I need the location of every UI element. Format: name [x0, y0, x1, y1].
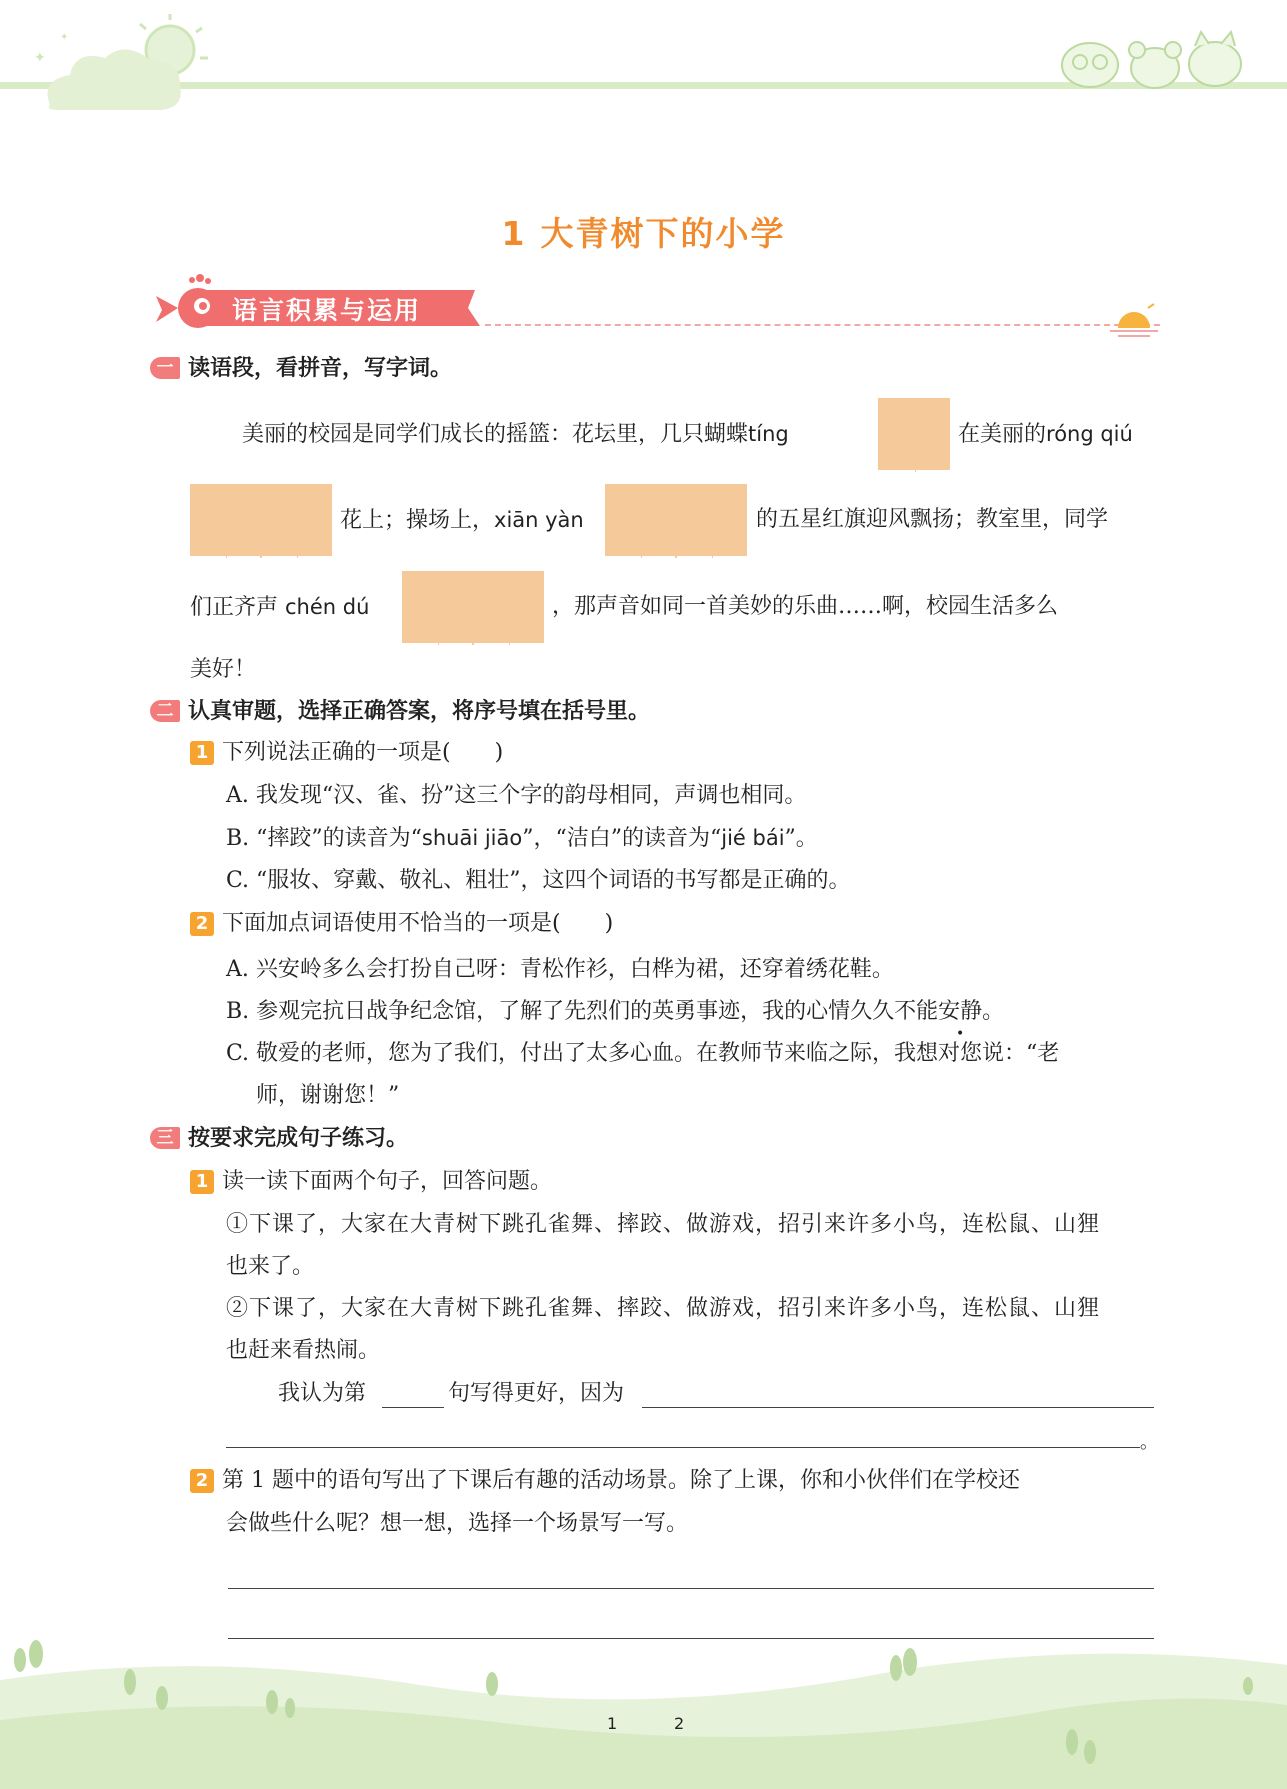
writing-line-2[interactable] [228, 1638, 1154, 1639]
cloud-sun-decoration [20, 10, 220, 120]
q3-sentence-2-cont: 也赶来看热闹。 [226, 1338, 381, 1363]
q1-line2-a-text: 花上；操场上， [340, 508, 495, 533]
q2-sub1-b-c: ”。 [784, 826, 818, 851]
animal-faces-decoration [1055, 20, 1255, 90]
q2-sub1-stem [190, 738, 503, 768]
q3-sentence-2: ②下课了，大家在大青树下跳孔雀舞、摔跤、做游戏，招引来许多小鸟，连松鼠、山狸 [226, 1296, 1101, 1321]
answer-cell[interactable] [192, 486, 262, 558]
answer-box-xianyan[interactable] [605, 484, 747, 556]
q3-sub1-stem-text: 读一读下面两个句子，回答问题。 [222, 1169, 553, 1194]
question-2-heading [150, 697, 650, 727]
answer-cell[interactable] [677, 486, 747, 558]
q2-sub2-option-c: C. 敬爱的老师，您为了我们，付出了太多心血。在教师节来临之际，我想对您说：“老 [226, 1041, 1060, 1066]
question-1-text: 读语段，看拼音，写字词。 [188, 356, 453, 381]
answer-cell[interactable] [404, 573, 474, 645]
q2-sub2-stem [190, 909, 613, 939]
q1-line1-b: 在美丽的 [958, 422, 1047, 447]
section-divider [485, 324, 1160, 326]
question-3-badge: 三 [150, 1127, 180, 1149]
q2-sub2-option-b [226, 997, 1004, 1027]
q2-sub1-option-c: C. “服妆、穿戴、敬礼、粗壮”，这四个词语的书写都是正确的。 [226, 868, 851, 893]
page-number-left: 1 [607, 1714, 618, 1733]
q1-line3-a-text: 们正齐声 [190, 595, 279, 620]
q1-line1-a: 美丽的校园是同学们成长的摇篮：花坛里，几只蝴蝶 [242, 422, 749, 447]
pinyin-shuaijiao: shuāi jiāo [421, 826, 523, 850]
question-2-badge: 二 [150, 700, 180, 722]
lesson-title: 大青树下的小学 [540, 214, 786, 253]
pinyin-jiebai: jié bái [721, 826, 785, 850]
q1-line1-end [958, 419, 1133, 450]
pinyin-chendu: chén dú [285, 595, 370, 619]
q1-line3-b: ，那声音如同一首美妙的乐曲……啊，校园生活多么 [552, 594, 1059, 619]
sunset-icon [1108, 300, 1160, 342]
q3-sentence-1-cont: 也来了。 [226, 1254, 315, 1279]
answer-box-chendu[interactable] [402, 571, 544, 643]
question-1-badge: 一 [150, 357, 180, 379]
pinyin-ting: tíng [748, 422, 789, 446]
q1-line2-b: 的五星红旗迎风飘扬；教室里，同学 [756, 507, 1109, 532]
q2-sub1-stem-text: 下列说法正确的一项是( ) [222, 740, 504, 765]
q2-sub1-b-b: ”，“洁白”的读音为“ [522, 826, 722, 851]
pinyin-rongqiu: róng qiú [1046, 422, 1133, 446]
q3-sub2-stem-text: 第 1 题中的语句写出了下课后有趣的活动场景。除了上课，你和小伙伴们在学校还 [222, 1468, 1020, 1493]
answer-cell[interactable] [262, 486, 332, 558]
q3-answer-prefix: 我认为第 [278, 1381, 367, 1406]
page-title [0, 208, 1287, 255]
q2-sub1-option-a: A. 我发现“汉、雀、扮”这三个字的韵母相同，声调也相同。 [226, 783, 807, 808]
page-number-right: 2 [674, 1714, 685, 1733]
q1-line2-a [340, 505, 584, 536]
pinyin-xianyan: xiān yàn [494, 508, 584, 532]
hills-decoration [0, 1640, 1287, 1789]
question-3-text: 按要求完成句子练习。 [188, 1126, 409, 1151]
q3-sentence-1: ①下课了，大家在大青树下跳孔雀舞、摔跤、做游戏，招引来许多小鸟，连松鼠、山狸 [226, 1212, 1101, 1237]
q1-line3-a [190, 592, 369, 623]
reason-blank-2[interactable] [226, 1447, 1140, 1448]
q2-sub2-option-a: A. 兴安岭多么会打扮自己呀：青松作衫，白桦为裙，还穿着绣花鞋。 [226, 957, 894, 982]
q2-sub1-option-b [226, 823, 818, 854]
q3-sub1-badge: 1 [190, 1170, 214, 1194]
q2-sub2-stem-text: 下面加点词语使用不恰当的一项是( ) [222, 911, 614, 936]
q2-sub2-option-c-cont: 师，谢谢您！” [256, 1083, 400, 1108]
q1-line1-text [242, 419, 789, 450]
dotted-word [938, 999, 982, 1024]
answer-cell[interactable] [607, 486, 677, 558]
answer-cell[interactable] [474, 573, 544, 645]
answer-box-rongqiu[interactable] [190, 484, 332, 556]
q3-sub2-stem-cont: 会做些什么呢？想一想，选择一个场景写一写。 [226, 1511, 689, 1536]
writing-line-1[interactable] [228, 1588, 1154, 1589]
question-1-heading [150, 354, 452, 384]
reason-blank-1[interactable] [642, 1407, 1154, 1408]
end-mark: 。 [1140, 1432, 1158, 1453]
q3-sub2-stem [190, 1466, 1020, 1496]
question-2-text: 认真审题，选择正确答案，将序号填在括号里。 [188, 699, 651, 724]
q2-sub2-b-b: 。 [982, 999, 1005, 1024]
q3-sub1-stem [190, 1167, 552, 1197]
question-3-heading [150, 1124, 408, 1154]
q2-sub2-badge: 2 [190, 912, 214, 936]
q3-answer-middle: 句写得更好，因为 [448, 1381, 625, 1406]
sentence-number-blank[interactable] [382, 1407, 444, 1408]
q2-sub1-b-a: B. “摔跤”的读音为“ [226, 826, 422, 851]
q3-sub2-badge: 2 [190, 1469, 214, 1493]
svg-text:✦: ✦ [34, 50, 46, 66]
dotted-word-anjing: 安静 [938, 999, 983, 1024]
lesson-number: 1 [501, 214, 527, 253]
q2-sub2-b-a: B. 参观完抗日战争纪念馆，了解了先烈们的英勇事迹，我的心情久久不能 [226, 999, 939, 1024]
section-banner-label: 语言积累与运用 [232, 296, 422, 325]
svg-text:✦: ✦ [60, 32, 69, 43]
answer-box-ting[interactable] [878, 398, 950, 470]
q2-sub1-badge: 1 [190, 741, 214, 765]
answer-cell[interactable] [880, 400, 950, 472]
q1-line4: 美好！ [190, 657, 257, 682]
